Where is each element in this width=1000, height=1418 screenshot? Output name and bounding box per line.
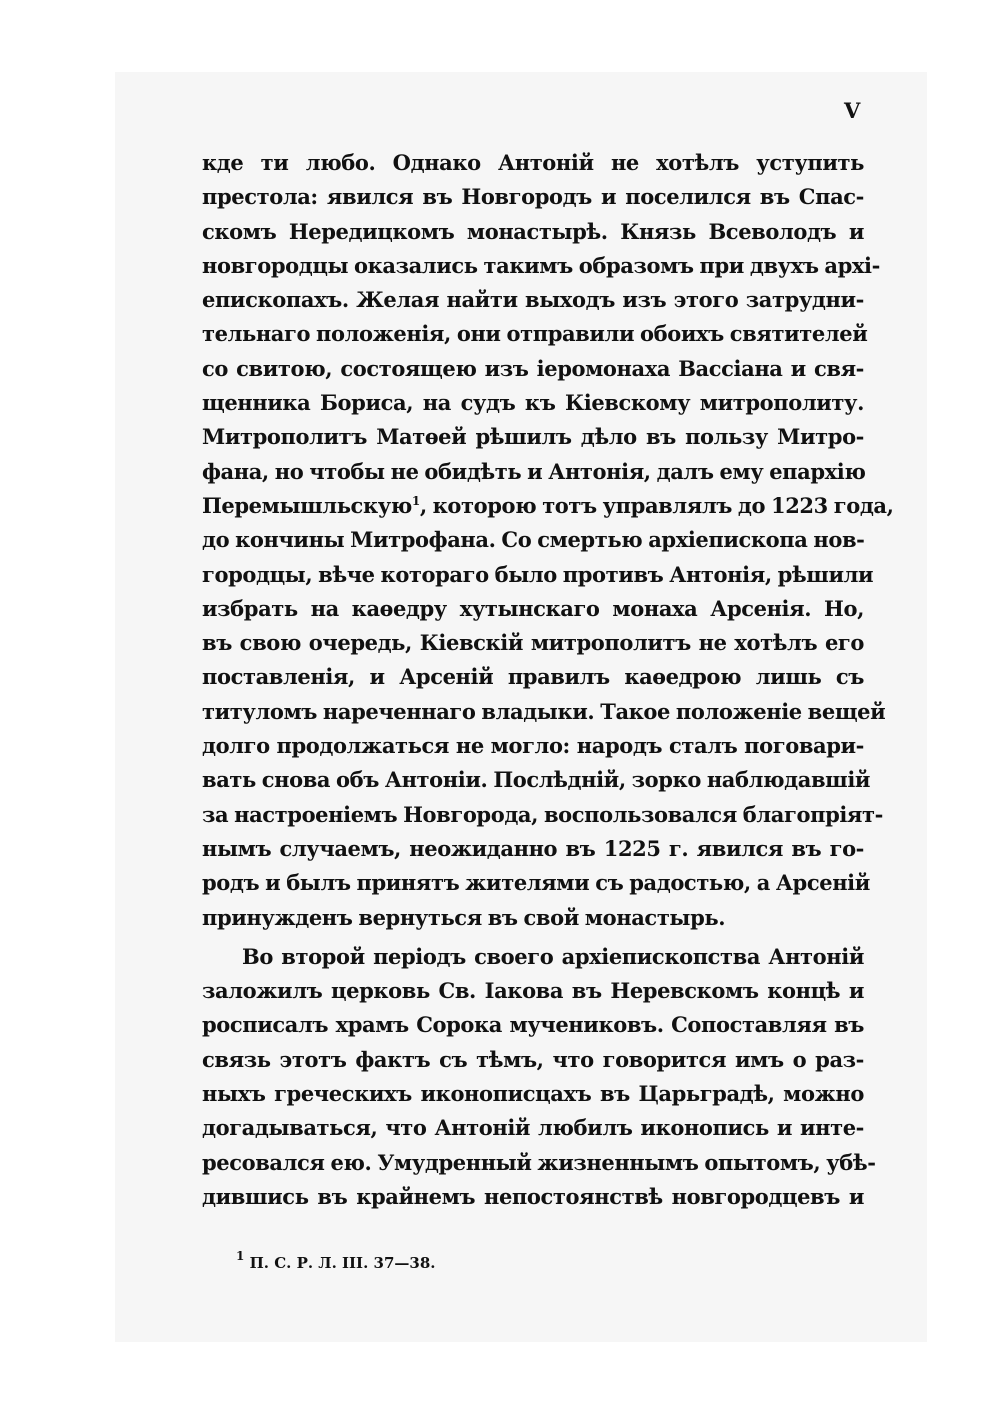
text-line: избрать на каѳедру хутынскаго монаха Арсенія. Но,: [202, 595, 864, 621]
text-line: скомъ Нередицкомъ монастырѣ. Князь Всеволодъ и: [202, 218, 864, 244]
page-number: V: [844, 98, 861, 123]
footnote: [236, 1249, 436, 1272]
text-fragment: Перемышльскую: [202, 492, 412, 518]
text-line: тельнаго положенія, они отправили обоихъ святителей: [202, 321, 868, 347]
text-line: принужденъ вернуться въ свой монастырь.: [202, 904, 726, 930]
text-line: связь этотъ фактъ съ тѣмъ, что говорится имъ о раз-: [202, 1046, 864, 1072]
text-line: родъ и былъ принятъ жителями съ радостью, а Арсеній: [202, 870, 870, 896]
text-line: кде ти любо. Однако Антоній не хотѣлъ уступить: [202, 150, 864, 175]
text-line: епископахъ. Желая найти выходъ изъ этого затрудни-: [202, 287, 864, 313]
text-line: ресовался ею. Умудренный жизненнымъ опытомъ, убѣ-: [202, 1149, 876, 1175]
text-line: росписалъ храмъ Сорока мучениковъ. Сопоставляя въ: [202, 1012, 864, 1038]
text-line: заложилъ церковь Св. Іакова въ Неревскомъ концѣ и: [202, 978, 864, 1004]
text-line: вать снова объ Антоніи. Послѣдній, зорко наблюдавшій: [202, 767, 871, 793]
text-line: щенника Бориса, на судъ къ Кіевскому митрополиту.: [202, 390, 864, 416]
text-fragment: , которою тотъ управлялъ до 1223 года,: [419, 492, 894, 518]
text-line: фана, но чтобы не обидѣть и Антонія, далъ ему епархію: [202, 458, 866, 484]
text-line: со свитою, состоящею изъ іеромонаха Вассіана и свя-: [202, 355, 864, 381]
footnote-reference: 1: [411, 493, 420, 508]
main-text: [202, 146, 894, 1214]
text-line: за настроеніемъ Новгорода, воспользовался благопріят-: [202, 801, 883, 827]
text-line: долго продолжаться не могло: народъ сталъ поговари-: [202, 733, 864, 759]
text-line: поставленія, и Арсеній правилъ каѳедрою лишь съ: [202, 664, 864, 690]
text-line: до кончины Митрофана. Со смертью архіепископа нов-: [202, 527, 865, 553]
text-line: городцы, вѣче котораго было противъ Антонія, рѣшили: [202, 561, 874, 587]
text-line: догадываться, что Антоній любилъ иконопись и инте-: [202, 1115, 864, 1141]
text-line: дившись въ крайнемъ непостоянствѣ новгородцевъ и: [202, 1183, 864, 1209]
text-line: престола: явился въ Новгородъ и поселился въ Спас-: [202, 184, 864, 210]
text-line: нымъ случаемъ, неожиданно въ 1225 г. явился въ го-: [202, 835, 864, 861]
footnote-text: П. С. Р. Л. III. 37—38.: [249, 1254, 436, 1272]
text-line: Митрополитъ Матѳей рѣшилъ дѣло въ пользу Митро-: [202, 424, 864, 450]
text-line: Во второй періодъ своего архіепископства Антоній: [242, 943, 864, 969]
text-line-with-footnote-ref: [202, 489, 894, 523]
text-line: ныхъ греческихъ иконописцахъ въ Царьградѣ, можно: [202, 1081, 864, 1107]
text-line: новгородцы оказались такимъ образомъ при двухъ архі-: [202, 252, 880, 278]
footnote-marker: 1: [236, 1249, 245, 1263]
text-line: титуломъ нареченнаго владыки. Такое положеніе вещей: [202, 698, 886, 724]
text-line: въ свою очередь, Кіевскій митрополитъ не хотѣлъ его: [202, 630, 864, 656]
